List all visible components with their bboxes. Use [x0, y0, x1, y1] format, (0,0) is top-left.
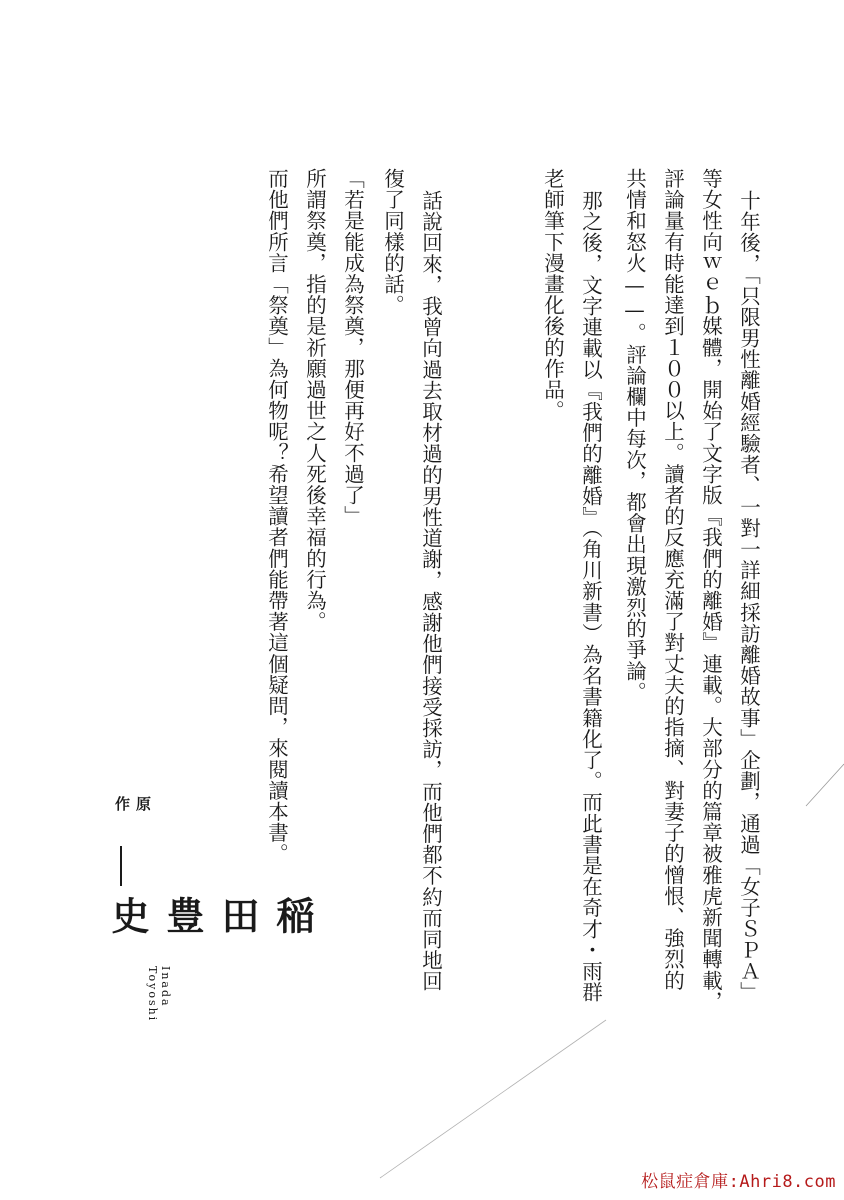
paragraph-1-line-2: 等女性向ｗｅｂ媒體，開始了文字版『我們的離婚』連載。大部分的篇章被雅虎新聞轉載，	[698, 168, 723, 1012]
paragraph-2-line-1: 那之後，文字連載以『我們的離婚』（角川新書）為名書籍化了。而此書是在奇才・雨群	[578, 190, 603, 1003]
scratch-line-1	[806, 764, 844, 806]
watermark: 松鼠症倉庫:Ahri8.com	[641, 1172, 836, 1192]
paragraph-1-line-1: 十年後，「只限男性離婚經驗者、一對一詳細採訪離婚故事」企劃，通過「女子ＳＰＡ」	[736, 190, 761, 1003]
paragraph-1-line-3: 評論量有時能達到１００以上。讀者的反應充滿了對丈夫的指摘、對妻子的憎恨、強烈的	[660, 168, 685, 991]
paragraph-3-line-1: 話說回來，我曾向過去取材過的男性道謝，感謝他們接受採訪，而他們都不約而同地回	[418, 190, 443, 992]
author-romaji: Inada Toyoshi	[146, 966, 172, 1023]
paragraph-1-line-4: 共情和怒火——。評論欄中每次，都會出現激烈的爭論。	[622, 168, 647, 703]
paragraph-5: 而他們所言「祭奠」為何物呢？希望讀者們能帶著這個疑問，來閱讀本書。	[264, 168, 289, 865]
quote-line: 「若是能成為祭奠，那便再好不過了」	[340, 168, 365, 527]
paragraph-2-line-2: 老師筆下漫畫化後的作品。	[540, 168, 565, 422]
scratch-line-2	[380, 1020, 606, 1178]
paragraph-4: 所謂祭奠，指的是祈願過世之人死後幸福的行為。	[302, 168, 327, 633]
author-role-label: 原作	[113, 796, 152, 817]
paragraph-3-line-2: 復了同樣的話。	[380, 168, 405, 316]
author-name: 稲田豊史	[105, 896, 314, 942]
